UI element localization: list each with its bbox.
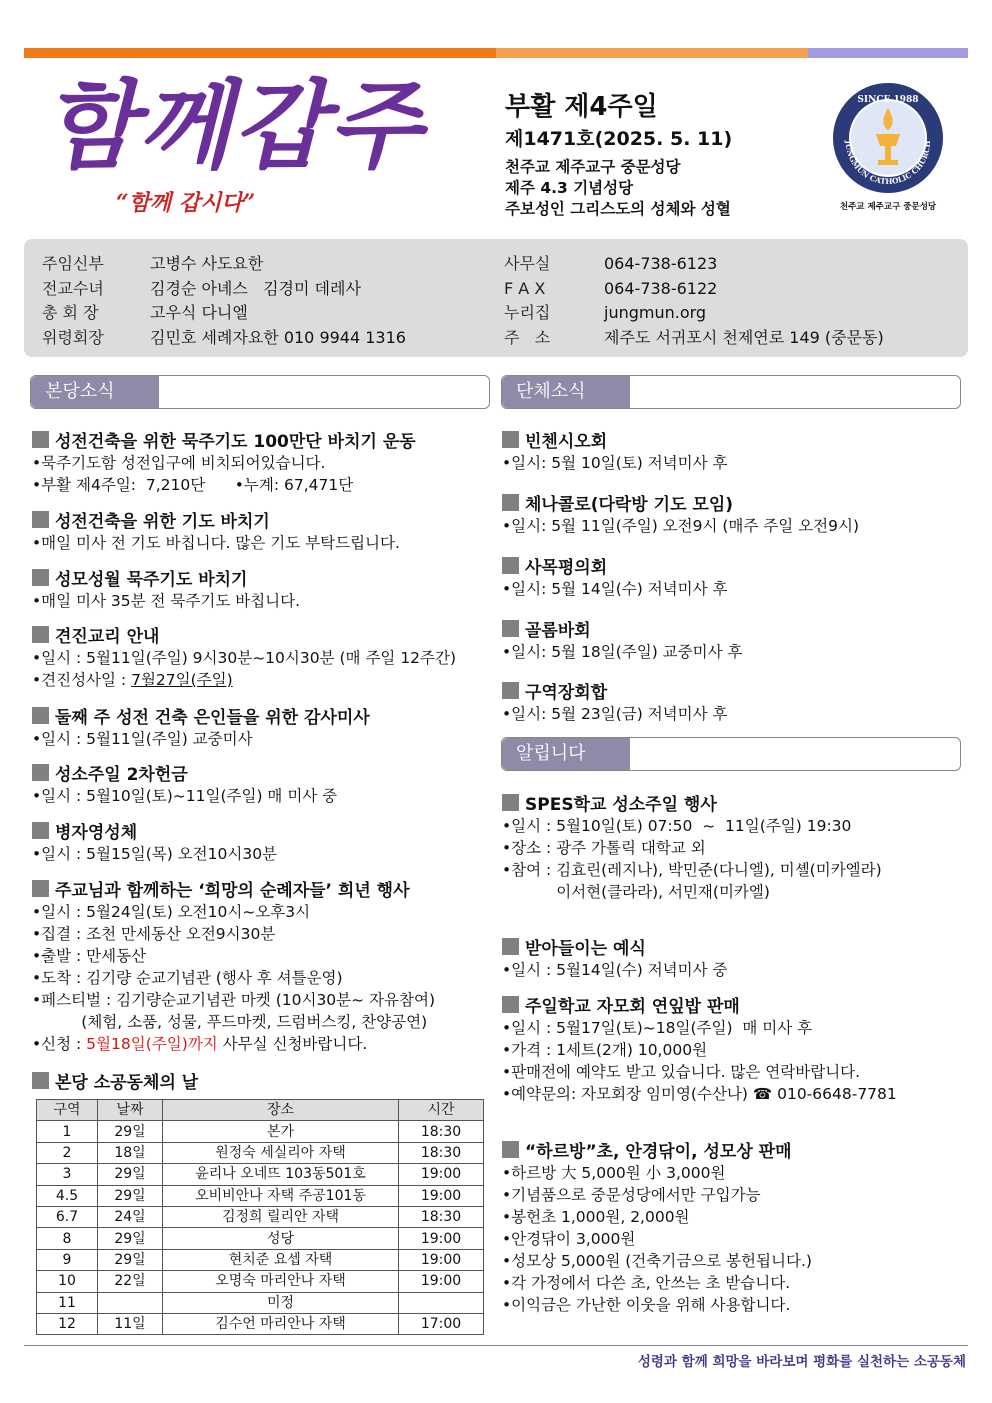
parish-contact-box bbox=[24, 239, 968, 357]
issue-title: 부활 제4주일 bbox=[505, 92, 658, 122]
group-news-item: 골롬바회 •일시: 5월 18일(주일) 교중미사 후 bbox=[502, 621, 743, 661]
seal-since-text: SINCE 1988 bbox=[857, 95, 919, 105]
table-row: 6.7 24일 김정희 릴리안 자택 18:30 bbox=[37, 1206, 484, 1227]
table-row: 3 29일 윤리나 오네뜨 103동501호 19:00 bbox=[37, 1164, 484, 1185]
table-row: 8 29일 성당 19:00 bbox=[37, 1228, 484, 1249]
section-header-bondang: 본당소식 bbox=[30, 375, 490, 409]
news-item: 성소주일 2차헌금 •일시 : 5월10일(토)~11일(주일) 매 미사 중 bbox=[32, 765, 338, 805]
seal-ring-text: JUNGMUN CATHOLIC CHURCH bbox=[843, 140, 933, 187]
news-item: 성모성월 묵주기도 바치기 •매일 미사 35분 전 묵주기도 바칩니다. bbox=[32, 570, 301, 610]
table-row: 2 18일 원정숙 세실리아 자택 18:30 bbox=[37, 1142, 484, 1163]
table-row: 4.5 29일 오비비안나 자택 주공101동 19:00 bbox=[37, 1185, 484, 1206]
notice-item: 받아들이는 예식 •일시 : 5월14일(수) 저녁미사 중 bbox=[502, 939, 728, 979]
news-item: 주교님과 함께하는 ‘희망의 순례자들’ 희년 행사 •일시 : 5월24일(토) 오전10시~오후3시 •집결 : 조천 만세동산 오전9시30분 •출발 : 만세동산 •도착 : 김기량 순교기념관 (행사 후 셔틀운영) •페스티벌 : 김기량순교기념관 마켓 (10시30분~ 자유참여) (체험, 소품, 성물, 푸드마켓, 드럼버스킹, 찬양공연) •신청 : 5월18일(주일)까지 사무실 신청바랍니다. bbox=[32, 881, 435, 1053]
table-row: 1 29일 본가 18:30 bbox=[37, 1121, 484, 1142]
bulletin-logo: 함께갑주 bbox=[44, 69, 423, 182]
office-info: 사무실 064-738-6123 F A X 064-738-6122 누리집 jungmun.org 주 소 제주도 서귀포시 천제연로 149 (중문동) bbox=[504, 254, 884, 347]
section-header-dance: 단체소식 bbox=[501, 375, 961, 409]
notice-item: “하르방”초, 안경닦이, 성모상 판매 •하르방 大 5,000원 小 3,000원 •기념품으로 중문성당에서만 구입가능 •봉헌초 1,000원, 2,000원 •안경닦이 3,000원 •성모상 5,000원 (건축기금으로 봉헌됩니다.) •각 가정에서 다쓴 초, 안쓰는 초 받습니다. •이익금은 가난한 이웃을 위해 사용합니다. bbox=[502, 1142, 812, 1314]
community-schedule-table: 구역 날짜 장소 시간 1 29일 본가 18:30 2 18일 원정숙 세실리아 자택 18:30 3 29일 윤리나 오네뜨 103동501호 19:00 4.5 29일 오비비안나 자택 주공101동 19:00 6.7 24일 김정희 릴리안 자택 18:30 8 29일 성당 19:00 9 29일 현치준 요셉 자택 19:00 10 22일 오명숙 마리안나 자택 19:00 11 미정 12 11일 김수언 마리안나 자택 17:00 bbox=[36, 1099, 484, 1335]
seal-caption: 천주교 제주교구 중문성당 bbox=[839, 202, 937, 212]
table-row: 10 22일 오명숙 마리안나 자택 19:00 bbox=[37, 1271, 484, 1292]
section-header-notice: 알립니다 bbox=[501, 737, 961, 771]
news-item: 견진교리 안내 •일시 : 5월11일(주일) 9시30분~10시30분 (매 주일 12주간) •견진성사일 : 7월27일(주일) bbox=[32, 627, 457, 689]
parish-info: 천주교 제주교구 중문성당 제주 4.3 기념성당 주보성인 그리스도의 성체와 성혈 bbox=[505, 158, 731, 218]
staff-info: 주임신부 고병수 사도요한 전교수녀 김경순 아녜스 김경미 데레사 총 회 장 고우식 다니엘 위령회장 김민호 세례자요한 010 9944 1316 bbox=[42, 254, 406, 347]
slogan: “함께 갑시다” bbox=[116, 190, 256, 216]
table-row: 12 11일 김수언 마리안나 자택 17:00 bbox=[37, 1313, 484, 1334]
footer-divider bbox=[24, 1345, 968, 1346]
news-item: 병자영성체 •일시 : 5월15일(목) 오전10시30분 bbox=[32, 823, 278, 863]
news-item: 성전건축을 위한 묵주기도 100만단 바치기 운동 •묵주기도함 성전입구에 비치되어있습니다. •부활 제4주일: 7,210단 •누계: 67,471단 bbox=[32, 432, 416, 494]
news-item: 본당 소공동체의 날 bbox=[32, 1068, 198, 1093]
table-row: 9 29일 현치준 요셉 자택 19:00 bbox=[37, 1249, 484, 1270]
group-news-item: 체나콜로(다락방 기도 모임) •일시: 5월 11일(주일) 오전9시 (매주 주일 오전9시) bbox=[502, 495, 859, 535]
group-news-item: 빈첸시오회 •일시: 5월 10일(토) 저녁미사 후 bbox=[502, 432, 728, 472]
group-news-item: 구역장회합 •일시: 5월 23일(금) 저녁미사 후 bbox=[502, 683, 728, 723]
news-item: 둘째 주 성전 건축 은인들을 위한 감사미사 •일시 : 5월11일(주일) 교중미사 bbox=[32, 708, 370, 748]
notice-item: SPES학교 성소주일 행사 •일시 : 5월10일(토) 07:50 ~ 11일(주일) 19:30 •장소 : 광주 가톨릭 대학교 외 •참여 : 김효린(레지나), 박민준(다니엘), 미셸(미카엘라) 이서현(클라라), 서민재(미카엘) bbox=[502, 795, 882, 901]
top-color-bar bbox=[24, 48, 968, 58]
group-news-item: 사목평의회 •일시: 5월 14일(수) 저녁미사 후 bbox=[502, 558, 728, 598]
footer-motto: 성령과 함께 희망을 바라보며 평화를 실천하는 소공동체 bbox=[637, 1354, 966, 1370]
news-item: 성전건축을 위한 기도 바치기 •매일 미사 전 기도 바칩니다. 많은 기도 부탁드립니다. bbox=[32, 512, 400, 552]
notice-item: 주일학교 자모회 연잎밥 판매 •일시 : 5월17일(토)~18일(주일) 매 미사 후 •가격 : 1세트(2개) 10,000원 •판매전에 예약도 받고 있습니다. 많은 연락바랍니다. •예약문의: 자모회장 임미영(수산나) ☎ 010-6648-7781 bbox=[502, 997, 897, 1103]
parish-seal-logo bbox=[832, 82, 944, 194]
issue-number: 제1471호(2025. 5. 11) bbox=[505, 128, 733, 150]
table-row: 11 미정 bbox=[37, 1292, 484, 1313]
